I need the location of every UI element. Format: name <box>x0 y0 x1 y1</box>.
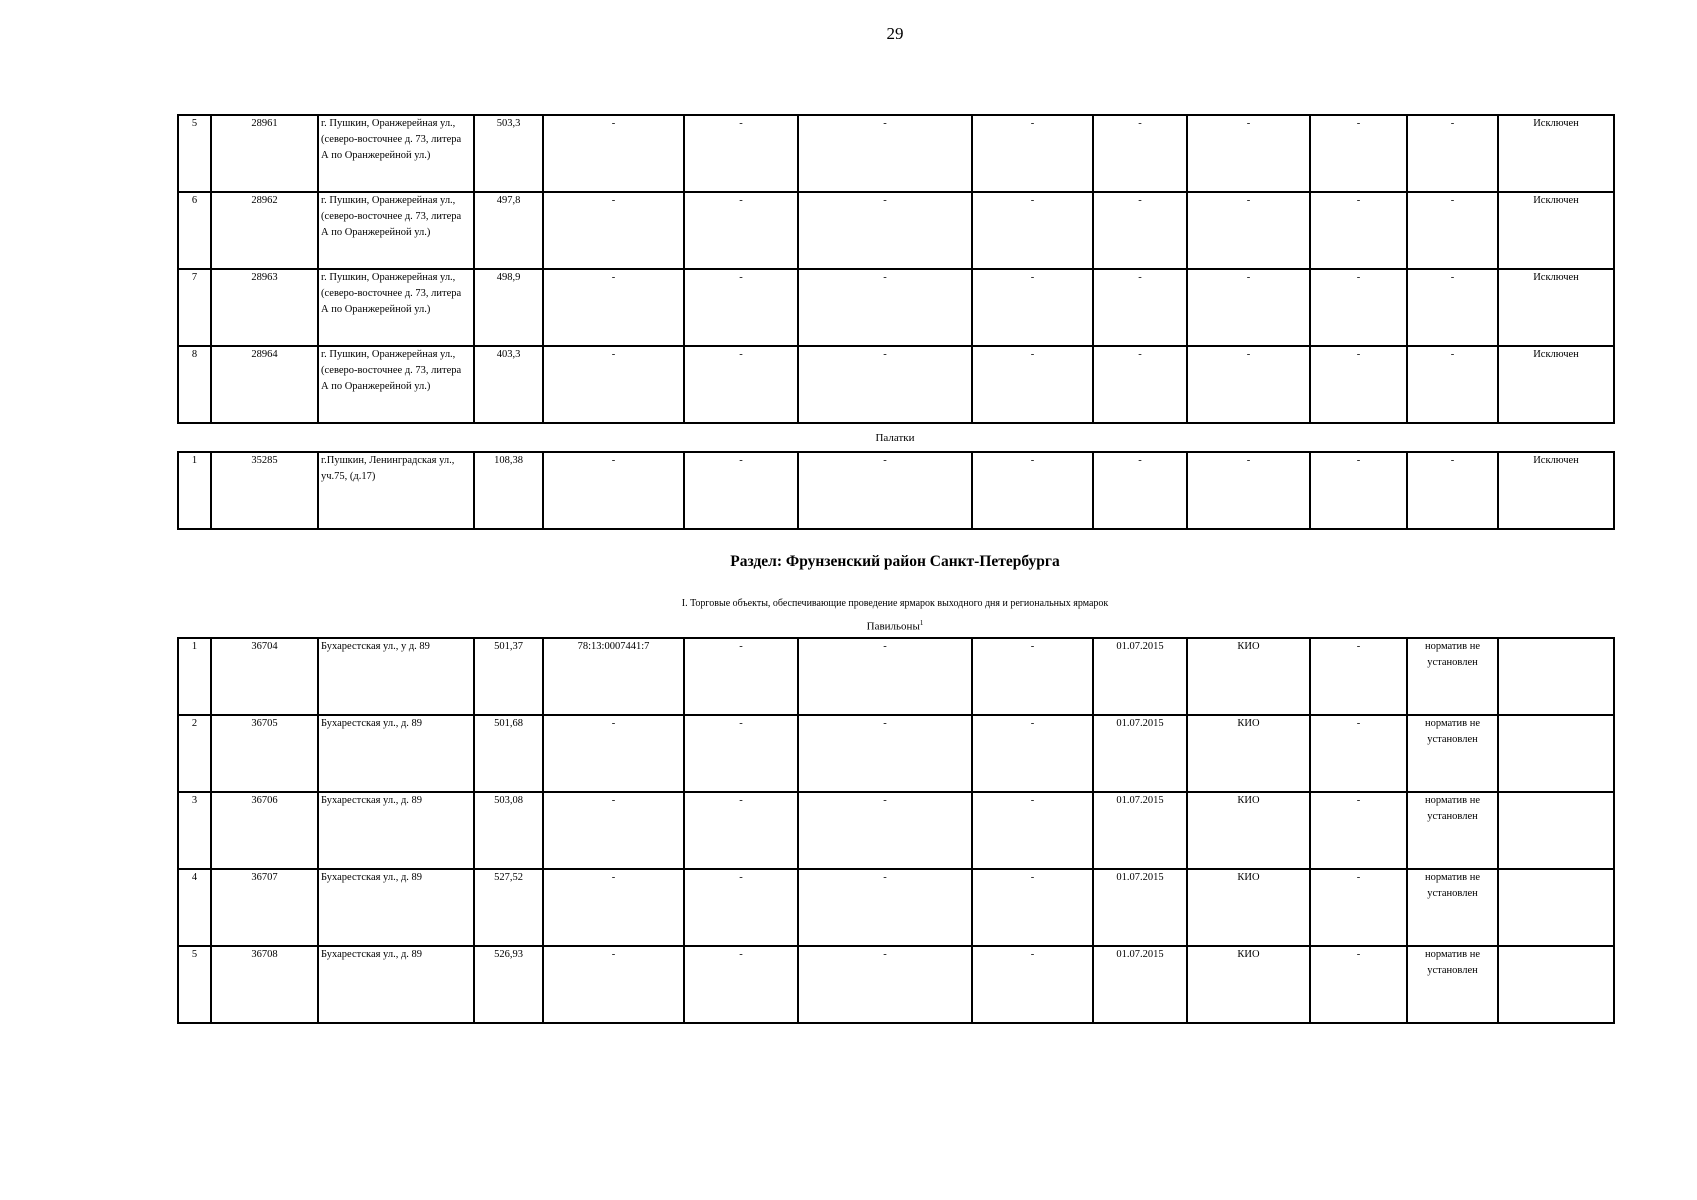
cell-col8: - <box>972 269 1093 346</box>
cell-col6: - <box>684 715 798 792</box>
table-kiosks-pushkin <box>177 114 1615 424</box>
cell-col5: - <box>543 346 684 423</box>
cell-id: 28964 <box>211 346 318 423</box>
cell-area: 403,3 <box>474 346 543 423</box>
table-pavilions-frunzensky <box>177 637 1615 1024</box>
cell-num: 7 <box>178 269 211 346</box>
cell-num: 1 <box>178 452 211 529</box>
cell-col5: - <box>543 792 684 869</box>
cell-col10: КИО <box>1187 792 1310 869</box>
cell-num: 4 <box>178 869 211 946</box>
cell-col5: - <box>543 115 684 192</box>
cell-col7: - <box>798 346 972 423</box>
cell-col8: - <box>972 346 1093 423</box>
cell-col7: - <box>798 638 972 715</box>
cell-num: 5 <box>178 115 211 192</box>
cell-address: Бухарестская ул., д. 89 <box>318 869 474 946</box>
cell-col12: - <box>1407 192 1498 269</box>
cell-col7: - <box>798 192 972 269</box>
cell-area: 501,68 <box>474 715 543 792</box>
cell-col6: - <box>684 946 798 1023</box>
cell-col10: КИО <box>1187 638 1310 715</box>
cell-address: г.Пушкин, Ленинградская ул., уч.75, (д.17) <box>318 452 474 529</box>
table-row <box>178 452 1614 529</box>
table-row <box>178 269 1614 346</box>
table-row <box>178 115 1614 192</box>
cell-col11: - <box>1310 452 1407 529</box>
cell-address: г. Пушкин, Оранжерейная ул., (северо-восточнее д. 73, литера А по Оранжерейной ул.) <box>318 115 474 192</box>
cell-col6: - <box>684 869 798 946</box>
caption-paviliony-text: Павильоны <box>866 620 920 633</box>
cell-col12: - <box>1407 452 1498 529</box>
table3-body <box>178 638 1614 1023</box>
section-subtitle: I. Торговые объекты, обеспечивающие проведение ярмарок выходного дня и региональных ярмарок <box>681 598 1109 609</box>
cell-col13: Исключен <box>1498 346 1614 423</box>
caption-palatki: Палатки <box>875 432 915 444</box>
cell-area: 501,37 <box>474 638 543 715</box>
cell-col9: - <box>1093 346 1187 423</box>
cell-col5: - <box>543 715 684 792</box>
cell-area: 108,38 <box>474 452 543 529</box>
cell-col8: - <box>972 869 1093 946</box>
cell-col8: - <box>972 792 1093 869</box>
cell-area: 526,93 <box>474 946 543 1023</box>
cell-address: г. Пушкин, Оранжерейная ул., (северо-восточнее д. 73, литера А по Оранжерейной ул.) <box>318 192 474 269</box>
cell-col10: - <box>1187 346 1310 423</box>
cell-col5: - <box>543 869 684 946</box>
cell-col11: - <box>1310 269 1407 346</box>
cell-col12: - <box>1407 115 1498 192</box>
cell-col10: - <box>1187 115 1310 192</box>
cell-col12: норматив не установлен <box>1407 946 1498 1023</box>
cell-col9: 01.07.2015 <box>1093 869 1187 946</box>
cell-num: 5 <box>178 946 211 1023</box>
cell-col7: - <box>798 715 972 792</box>
cell-col11: - <box>1310 115 1407 192</box>
cell-col6: - <box>684 346 798 423</box>
cell-col12: - <box>1407 346 1498 423</box>
cell-col8: - <box>972 115 1093 192</box>
cell-col13 <box>1498 638 1614 715</box>
cell-address: Бухарестская ул., д. 89 <box>318 946 474 1023</box>
cell-address: г. Пушкин, Оранжерейная ул., (северо-восточнее д. 73, литера А по Оранжерейной ул.) <box>318 346 474 423</box>
cell-area: 497,8 <box>474 192 543 269</box>
cell-id: 28961 <box>211 115 318 192</box>
cell-num: 3 <box>178 792 211 869</box>
cell-col6: - <box>684 115 798 192</box>
cell-col6: - <box>684 269 798 346</box>
cell-col11: - <box>1310 346 1407 423</box>
cell-address: г. Пушкин, Оранжерейная ул., (северо-восточнее д. 73, литера А по Оранжерейной ул.) <box>318 269 474 346</box>
section-title: Раздел: Фрунзенский район Санкт-Петербурга <box>730 553 1060 570</box>
cell-col11: - <box>1310 638 1407 715</box>
page-number: 29 <box>886 24 904 43</box>
cell-col9: 01.07.2015 <box>1093 638 1187 715</box>
cell-id: 36704 <box>211 638 318 715</box>
cell-col10: - <box>1187 452 1310 529</box>
cell-col12: норматив не установлен <box>1407 792 1498 869</box>
cell-col9: 01.07.2015 <box>1093 715 1187 792</box>
cell-col8: - <box>972 715 1093 792</box>
cell-col10: КИО <box>1187 715 1310 792</box>
cell-col6: - <box>684 638 798 715</box>
cell-col13 <box>1498 869 1614 946</box>
cell-col7: - <box>798 269 972 346</box>
cell-col13: Исключен <box>1498 452 1614 529</box>
cell-id: 28963 <box>211 269 318 346</box>
table-tents-pushkin <box>177 451 1615 530</box>
cell-col7: - <box>798 792 972 869</box>
cell-num: 1 <box>178 638 211 715</box>
cell-col6: - <box>684 192 798 269</box>
cell-col12: норматив не установлен <box>1407 869 1498 946</box>
cell-col12: - <box>1407 269 1498 346</box>
cell-col5: - <box>543 946 684 1023</box>
cell-col8: - <box>972 946 1093 1023</box>
caption-paviliony-footnote: 1 <box>919 619 924 627</box>
cell-address: Бухарестская ул., д. 89 <box>318 792 474 869</box>
cell-col10: КИО <box>1187 946 1310 1023</box>
cell-col11: - <box>1310 946 1407 1023</box>
cell-col10: - <box>1187 269 1310 346</box>
cell-area: 503,3 <box>474 115 543 192</box>
cell-col10: КИО <box>1187 869 1310 946</box>
cell-col9: - <box>1093 269 1187 346</box>
cell-col11: - <box>1310 869 1407 946</box>
cell-col7: - <box>798 946 972 1023</box>
cell-area: 498,9 <box>474 269 543 346</box>
cell-col5: - <box>543 192 684 269</box>
cell-num: 2 <box>178 715 211 792</box>
table1-body <box>178 115 1614 423</box>
table-row <box>178 192 1614 269</box>
cell-col11: - <box>1310 792 1407 869</box>
cell-col8: - <box>972 192 1093 269</box>
cell-col9: - <box>1093 115 1187 192</box>
cell-col8: - <box>972 638 1093 715</box>
cell-col13: Исключен <box>1498 115 1614 192</box>
cell-col9: - <box>1093 192 1187 269</box>
table-row <box>178 946 1614 1023</box>
cell-id: 36706 <box>211 792 318 869</box>
cell-col12: норматив не установлен <box>1407 638 1498 715</box>
cell-col7: - <box>798 452 972 529</box>
cell-col9: 01.07.2015 <box>1093 792 1187 869</box>
cell-col13: Исключен <box>1498 192 1614 269</box>
caption-paviliony <box>177 619 1613 633</box>
cell-area: 527,52 <box>474 869 543 946</box>
cell-id: 36705 <box>211 715 318 792</box>
cell-col9: 01.07.2015 <box>1093 946 1187 1023</box>
cell-area: 503,08 <box>474 792 543 869</box>
cell-col6: - <box>684 452 798 529</box>
cell-col5: 78:13:0007441:7 <box>543 638 684 715</box>
table-row <box>178 346 1614 423</box>
table2-body <box>178 452 1614 529</box>
cell-address: Бухарестская ул., д. 89 <box>318 715 474 792</box>
cell-id: 36708 <box>211 946 318 1023</box>
cell-col5: - <box>543 452 684 529</box>
cell-col13 <box>1498 792 1614 869</box>
cell-id: 28962 <box>211 192 318 269</box>
cell-num: 8 <box>178 346 211 423</box>
cell-col13: Исключен <box>1498 269 1614 346</box>
cell-id: 36707 <box>211 869 318 946</box>
cell-address: Бухарестская ул., у д. 89 <box>318 638 474 715</box>
cell-col11: - <box>1310 715 1407 792</box>
cell-col11: - <box>1310 192 1407 269</box>
cell-col12: норматив не установлен <box>1407 715 1498 792</box>
cell-col13 <box>1498 715 1614 792</box>
cell-col5: - <box>543 269 684 346</box>
table-row <box>178 638 1614 715</box>
cell-col7: - <box>798 869 972 946</box>
cell-col6: - <box>684 792 798 869</box>
table-row <box>178 869 1614 946</box>
cell-col9: - <box>1093 452 1187 529</box>
cell-col10: - <box>1187 192 1310 269</box>
cell-num: 6 <box>178 192 211 269</box>
cell-col13 <box>1498 946 1614 1023</box>
cell-col7: - <box>798 115 972 192</box>
table-row <box>178 792 1614 869</box>
table-row <box>178 715 1614 792</box>
cell-id: 35285 <box>211 452 318 529</box>
cell-col8: - <box>972 452 1093 529</box>
